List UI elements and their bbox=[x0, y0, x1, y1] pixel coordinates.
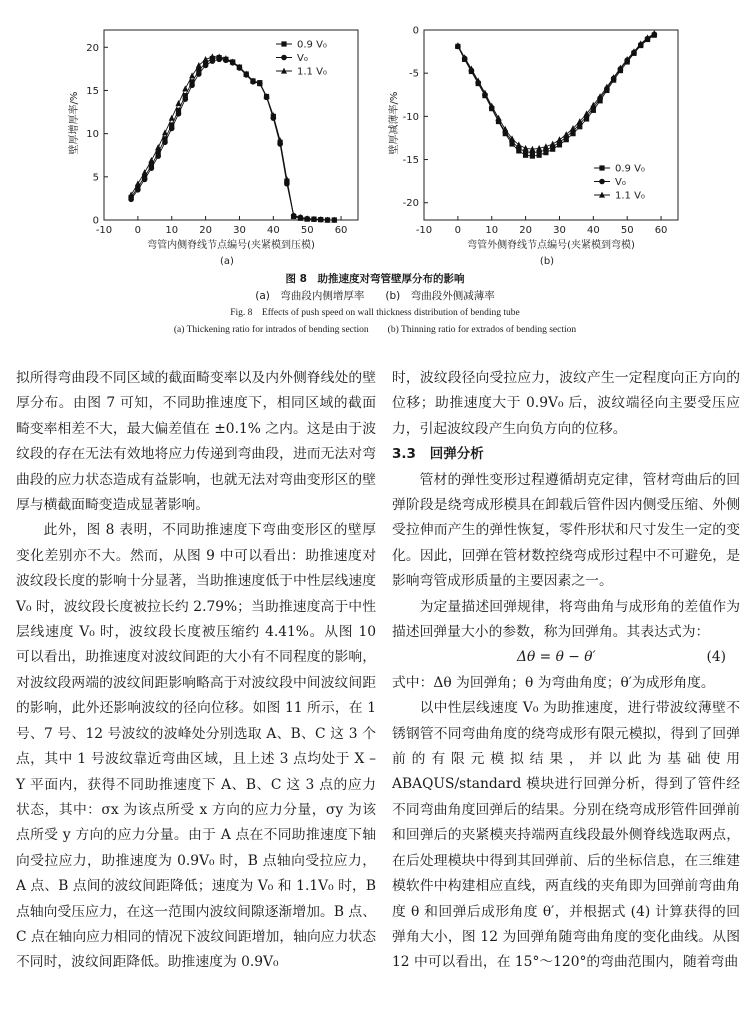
series-2 bbox=[128, 57, 337, 223]
x-tick-label: 60 bbox=[334, 225, 348, 236]
marker-triangle bbox=[563, 131, 569, 137]
x-tick-label: 10 bbox=[485, 225, 499, 236]
marker-circle bbox=[149, 165, 155, 171]
marker-circle bbox=[155, 153, 161, 159]
x-tick-label: 50 bbox=[620, 225, 634, 236]
marker-circle bbox=[189, 82, 195, 88]
equation: Δθ = θ − θ′ bbox=[517, 649, 596, 666]
y-tick-label: 0 bbox=[412, 25, 419, 37]
legend-label: 1.1 V₀ bbox=[615, 190, 645, 202]
x-tick-label: 20 bbox=[199, 225, 212, 236]
marker-triangle bbox=[155, 144, 161, 150]
section-heading bbox=[392, 442, 740, 467]
legend-label: 0.9 V₀ bbox=[615, 163, 645, 175]
y-axis-label: 壁厚增厚率/% bbox=[69, 91, 80, 155]
marker-triangle bbox=[550, 141, 556, 147]
subcaption-zh: (a) 弯曲段内侧增厚率 (b) 弯曲段外侧减薄率 bbox=[255, 290, 495, 302]
panel-tag: (a) bbox=[220, 256, 234, 267]
y-tick-label: -20 bbox=[402, 198, 419, 210]
x-tick-label: -10 bbox=[415, 225, 433, 236]
paragraph: 拟所得弯曲段不同区域的截面畸变率以及内外侧脊线处的壁厚分布。由图 7 可知，不同助推速度下，相同区域的截面畸变率相差不大，最大偏差值在 ±0.1% 之内。这是由于波纹段的存在无法有效地将应力传递到弯曲段，进而无法对弯曲段的应力状态造成有益影响，也就无法对弯曲变形区的壁厚与横截面畸变造成显著影响。 bbox=[16, 370, 376, 514]
marker-triangle bbox=[142, 169, 148, 175]
x-tick-label: -10 bbox=[95, 225, 113, 236]
marker-triangle bbox=[148, 157, 154, 163]
legend-label: 0.9 V₀ bbox=[297, 39, 327, 51]
x-tick-label: 30 bbox=[233, 225, 246, 236]
paragraph: 为定量描述回弹规律，将弯曲角与成形角的差值作为描述回弹量大小的参数，称为回弹角。其表达式为： bbox=[392, 598, 740, 641]
series-3 bbox=[128, 53, 337, 222]
y-tick-label: 5 bbox=[92, 172, 99, 184]
marker-circle bbox=[142, 177, 148, 183]
marker-triangle bbox=[196, 62, 202, 68]
marker-circle bbox=[176, 111, 182, 117]
marker-circle bbox=[599, 179, 605, 185]
y-tick-label: 10 bbox=[86, 129, 99, 141]
y-tick-label: 0 bbox=[92, 215, 99, 227]
x-tick-label: 60 bbox=[654, 225, 668, 236]
marker-triangle bbox=[169, 115, 175, 121]
marker-triangle bbox=[162, 129, 168, 135]
legend bbox=[276, 40, 327, 78]
paragraph: 此外，图 8 表明，不同助推速度下弯曲变形区的壁厚变化差别亦不大。然而，从图 9 中可以看出：助推速度对波纹段长度的影响十分显著，当助推速度低于中性层线速度 V₀ 时，波纹段长度被拉长约 2.79%；当助推速度高于中性层线速度 V₀ 时，波纹段长度被压缩约 4.41%。从图 10 可以看出，助推速度对波纹间距的大小有不同程度的影响，对波纹段两端的波纹间距影响略高于对波纹段中间波纹间距的影响，此外还影响波纹的径向位移。如图 11 所示，在 1 号、7 号、12 号波纹的波峰处分别选取 A、B、C 这 3 个点，其中 1 号波纹靠近弯曲区域，且上述 3 点均处于 X – Y 平面内，获得不同助推速度下 A、B、C 这 3 点的应力状态，其中：σx 为该点所受 x 方向的应力分量，σy 为该点所受 y 方向的应力分量。由于 A 点在不同助推速度下轴向受拉应力，助推速度为 0.9V₀ 时，B 点轴向受拉应力，A 点、B 点间的波纹间距降低；速度为 V₀ 和 1.1V₀ 时，B 点轴向受压应力，在这一范围内波纹间隙逐渐增加。B 点、C 点在轴向应力相同的情况下波纹间距增加，轴向应力状态不同时，波纹间距降低。助推速度为 0.9V₀ bbox=[16, 522, 376, 971]
marker-square bbox=[281, 41, 286, 46]
y-tick-label: -10 bbox=[402, 111, 419, 123]
marker-circle bbox=[196, 71, 202, 77]
marker-triangle bbox=[523, 145, 529, 151]
x-tick-label: 0 bbox=[134, 225, 142, 236]
x-tick-label: 10 bbox=[165, 225, 179, 236]
y-tick-label: 20 bbox=[86, 42, 99, 54]
equation-line bbox=[392, 645, 740, 670]
marker-triangle bbox=[516, 141, 522, 147]
marker-circle bbox=[162, 139, 168, 145]
series-3 bbox=[455, 30, 657, 152]
marker-triangle bbox=[176, 100, 182, 106]
chart-panel-b bbox=[387, 26, 678, 268]
panel-tag: (b) bbox=[539, 256, 555, 267]
x-tick-label: 30 bbox=[553, 225, 566, 236]
caption-zh: 图 8 助推速度对弯管壁厚分布的影响 bbox=[285, 273, 465, 285]
marker-circle bbox=[169, 126, 175, 132]
marker-triangle bbox=[182, 85, 188, 91]
caption-en: Fig. 8 Effects of push speed on wall thickness distribution of bending tube bbox=[230, 308, 520, 318]
legend bbox=[594, 164, 645, 202]
subcaption-en: (a) Thickening ratio for intrados of bending section (b) Thinning ratio for extrados of bending section bbox=[173, 325, 577, 335]
legend-label: V₀ bbox=[297, 53, 308, 64]
y-axis-label: 壁厚减薄率/% bbox=[389, 91, 400, 155]
y-tick-label: -15 bbox=[402, 155, 419, 167]
legend-label: 1.1 V₀ bbox=[297, 66, 327, 78]
paragraph: 以中性层线速度 V₀ 为助推速度，进行带波纹薄壁不锈钢管不同弯曲角度的绕弯成形有限元模拟，得到了回弹前的有限元模拟结果，并以此为基础使用 ABAQUS/standard 模块进行回弹分析，得到了管件经不同弯曲角度回弹后的结果。分别在绕弯成形管件回弹前和回弹后的夹紧模夹持端两直线段最外侧脊线选取两点，在后处理模块中得到其回弹前、后的坐标信息，在三维建模软件中构建相应直线，两直线的夹角即为回弹前弯曲角度 θ 和回弹后成形角度 θ′，并根据式 (4) 计算获得的回弹角大小，图 12 为回弹角随弯曲角度的变化曲线。从图 12 中可以看出，在 15°～120°的弯曲范围内，随着弯曲 bbox=[392, 700, 740, 971]
equation-number: (4) bbox=[706, 649, 726, 666]
x-axis-label: 弯管内侧脊线节点编号(夹紧模到压模) bbox=[147, 240, 315, 251]
series-line bbox=[131, 57, 334, 220]
figure-8-svg bbox=[0, 0, 750, 272]
section-number: 3.3 bbox=[392, 446, 416, 463]
x-tick-label: 0 bbox=[454, 225, 462, 236]
y-tick-label: -5 bbox=[409, 68, 419, 80]
marker-circle bbox=[182, 96, 188, 102]
marker-square bbox=[599, 165, 604, 170]
section-title: 回弹分析 bbox=[429, 446, 484, 463]
paragraph: 时，波纹段径向受拉应力，波纹产生一定程度向正方向的位移；助推速度大于 0.9V₀ 后，波纹端径向主要受压应力，引起波纹段产生向负方向的位移。 bbox=[392, 370, 740, 437]
y-tick-label: 15 bbox=[86, 85, 99, 97]
series-1 bbox=[128, 55, 336, 223]
x-tick-label: 40 bbox=[266, 225, 280, 236]
x-axis-label: 弯管外侧脊线节点编号(夹紧模到弯模) bbox=[467, 240, 635, 251]
legend-label: V₀ bbox=[615, 177, 626, 188]
paragraph: 管材的弹性变形过程遵循胡克定律，管材弯曲后的回弹阶段是绕弯成形模具在卸载后管件因内侧受压缩、外侧受拉伸而产生的弹性恢复，零件形状和尺寸发生一定的变化。因此，回弹在管材数控绕弯成形过程中不可避免，是影响弯管成形质量的主要因素之一。 bbox=[392, 471, 740, 590]
marker-circle bbox=[203, 63, 209, 69]
marker-triangle bbox=[556, 136, 562, 142]
paragraph: 式中：Δθ 为回弹角；θ 为弯曲角度；θ′为成形角度。 bbox=[392, 674, 715, 691]
plot-frame bbox=[104, 30, 358, 220]
figure-captions bbox=[0, 271, 750, 339]
right-column bbox=[392, 366, 740, 976]
series-line bbox=[458, 34, 654, 150]
series-line bbox=[131, 58, 334, 220]
figure-8 bbox=[0, 0, 750, 335]
marker-circle bbox=[281, 55, 287, 61]
x-tick-label: 50 bbox=[300, 225, 314, 236]
x-tick-label: 20 bbox=[519, 225, 532, 236]
left-column bbox=[16, 366, 376, 976]
chart-panel-a bbox=[67, 30, 358, 267]
x-tick-label: 40 bbox=[586, 225, 600, 236]
